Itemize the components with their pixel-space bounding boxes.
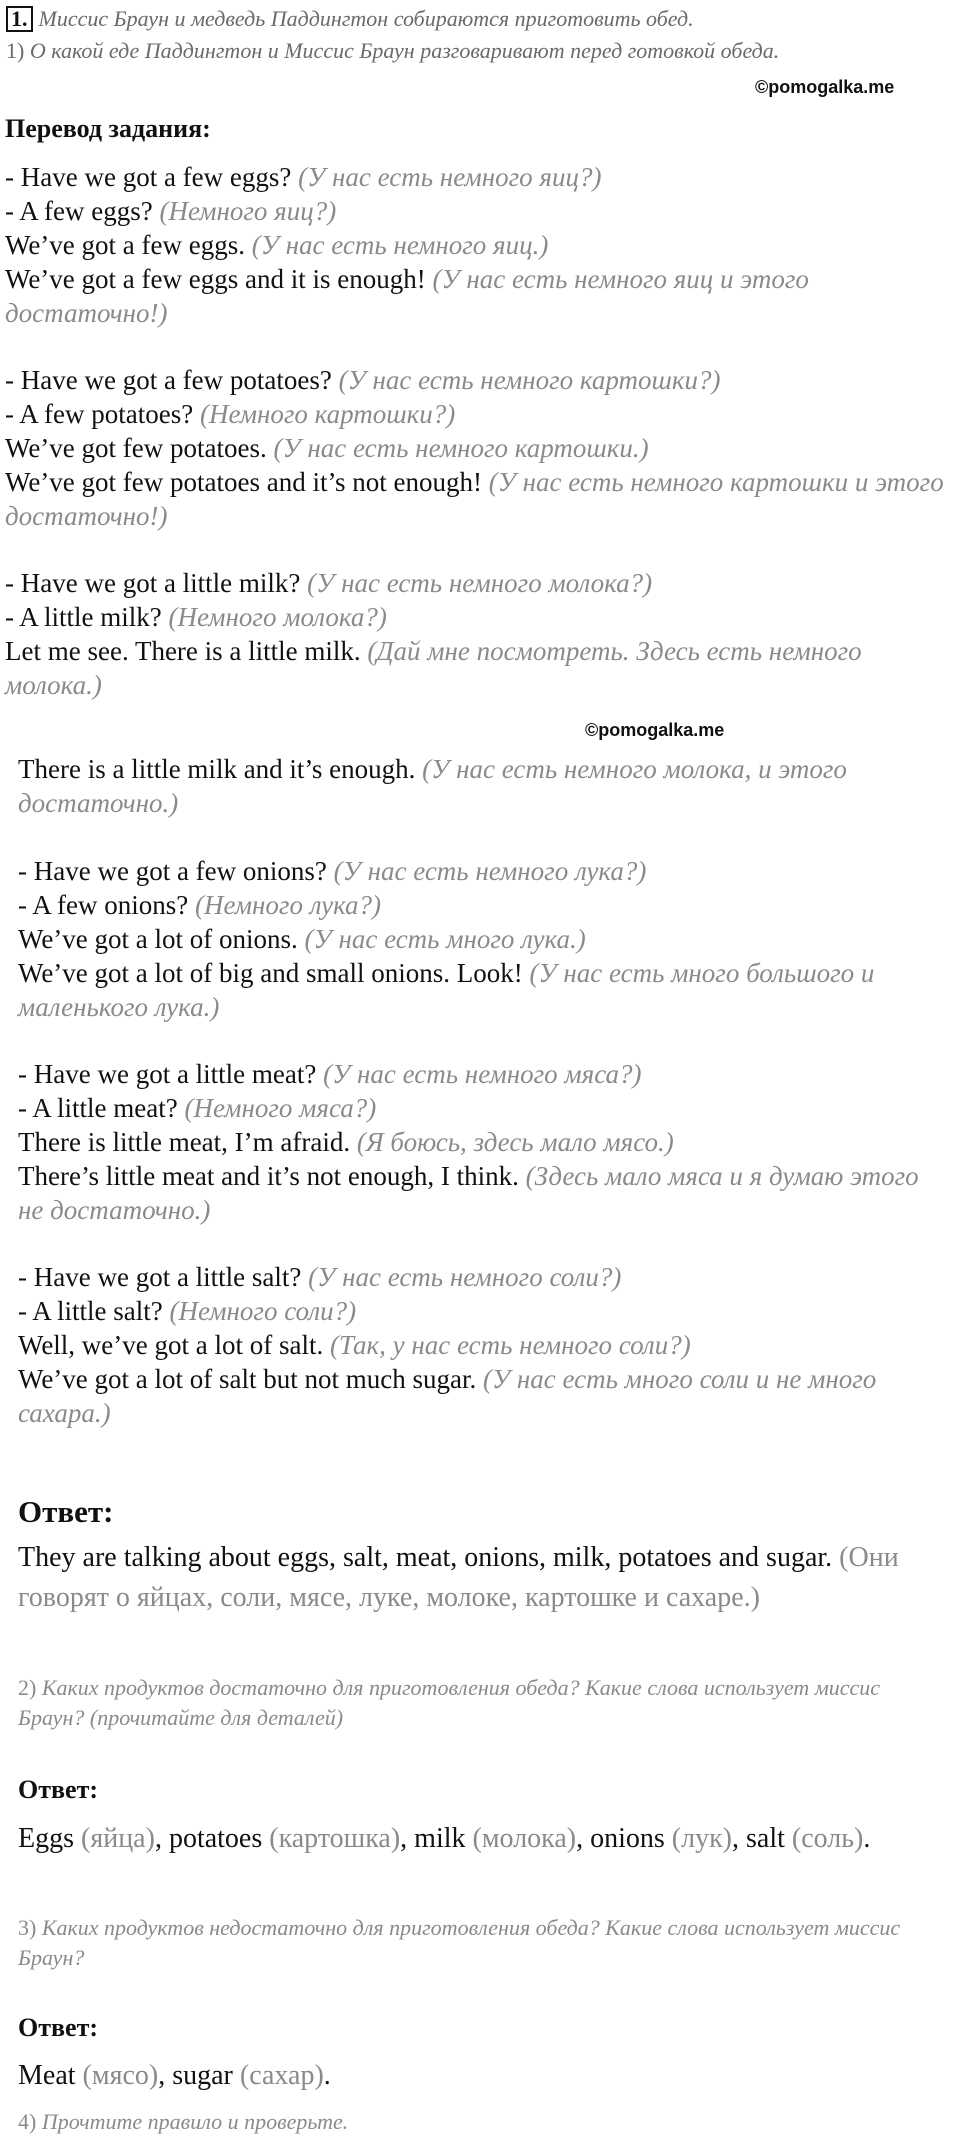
dialogue-line xyxy=(5,566,950,600)
question-2 xyxy=(18,1673,948,1733)
answer-2-word: milk xyxy=(414,1823,466,1854)
dialogue-meat xyxy=(18,1057,948,1227)
answer-2-translation: (лук) xyxy=(671,1823,733,1854)
dialogue-english: - Have we got a little milk? xyxy=(5,568,301,598)
dialogue-line xyxy=(18,888,948,922)
dialogue-russian: (У нас есть немного соли?) xyxy=(308,1262,622,1292)
dialogue-russian: (Немного мяса?) xyxy=(184,1093,377,1123)
dialogue-russian: (Немного картошки?) xyxy=(199,399,456,429)
dialogue-russian: (Немного молока?) xyxy=(168,602,387,632)
answer-2-word: Eggs xyxy=(18,1823,74,1854)
dialogue-english: - Have we got a few eggs? xyxy=(5,162,292,192)
answer-1-english: They are talking about eggs, salt, meat, onions, milk, potatoes and sugar. xyxy=(18,1542,833,1573)
dialogue-english: We’ve got a lot of onions. xyxy=(18,924,298,954)
dialogue-line xyxy=(18,1091,948,1125)
dialogue-english: Well, we’ve got a lot of salt. xyxy=(18,1330,324,1360)
dialogue-english: We’ve got a lot of salt but not much sugar. xyxy=(18,1364,477,1394)
dialogue-salt xyxy=(18,1260,948,1430)
dialogue-english: - A few onions? xyxy=(18,890,189,920)
dialogue-russian: (У нас есть много большого и маленького лука.) xyxy=(18,958,875,1022)
dialogue-milk-continued xyxy=(18,752,948,820)
dialogue-line xyxy=(18,1362,948,1430)
dialogue-line xyxy=(18,1328,948,1362)
dialogue-line xyxy=(5,634,950,702)
question-1-number: 1) xyxy=(6,38,25,63)
dialogue-line xyxy=(18,922,948,956)
answer-2-word: salt xyxy=(746,1823,785,1854)
answer-3-word: Meat xyxy=(18,2060,76,2091)
translation-heading: Перевод задания: xyxy=(5,114,211,143)
answer-heading: Ответ: xyxy=(18,1775,99,1804)
answer-heading: Ответ: xyxy=(18,1494,114,1529)
dialogue-line xyxy=(5,600,950,634)
dialogue-russian: (У нас есть немного яиц?) xyxy=(298,162,602,192)
dialogue-eggs xyxy=(5,160,950,330)
dialogue-russian: (У нас есть немного яиц.) xyxy=(251,230,549,260)
dialogue-russian: (Немного лука?) xyxy=(194,890,382,920)
watermark: ©pomogalka.me xyxy=(755,77,895,97)
dialogue-russian: (У нас есть немного лука?) xyxy=(333,856,647,886)
dialogue-line xyxy=(5,194,950,228)
dialogue-russian: (У нас есть немного картошки?) xyxy=(338,365,721,395)
dialogue-english: We’ve got a few eggs. xyxy=(5,230,245,260)
dialogue-english: - Have we got a few onions? xyxy=(18,856,327,886)
question-2-number: 2) xyxy=(18,1675,37,1700)
answer-heading: Ответ: xyxy=(18,2013,99,2042)
dialogue-line xyxy=(5,363,950,397)
task-text: Миссис Браун и медведь Паддингтон собираются приготовить обед. xyxy=(38,6,694,31)
dialogue-milk xyxy=(5,566,950,702)
dialogue-english: We’ve got a lot of big and small onions. Look! xyxy=(18,958,523,988)
dialogue-english: There’s little meat and it’s not enough, I think. xyxy=(18,1161,519,1191)
dialogue-english: - Have we got a little meat? xyxy=(18,1059,317,1089)
dialogue-russian: (У нас есть немного молока, и этого достаточно.) xyxy=(18,754,847,818)
answer-3-word: sugar xyxy=(172,2060,233,2091)
question-2-text: Каких продуктов достаточно для приготовления обеда? Какие слова использует миссис Браун? (прочитайте для деталей) xyxy=(18,1675,881,1730)
question-1 xyxy=(6,38,779,64)
dialogue-line xyxy=(18,956,948,1024)
dialogue-russian: (Немного соли?) xyxy=(169,1296,357,1326)
dialogue-english: There is a little milk and it’s enough. xyxy=(18,754,416,784)
dialogue-english: We’ve got a few eggs and it is enough! xyxy=(5,264,426,294)
dialogue-line xyxy=(18,1057,948,1091)
answer-2: Eggs (яйца), potatoes (картошка), milk (молока), onions (лук), salt (соль). xyxy=(18,1823,871,1854)
dialogue-line xyxy=(18,854,948,888)
dialogue-russian: (У нас есть много лука.) xyxy=(304,924,586,954)
answer-2-word: potatoes xyxy=(168,1823,263,1854)
answer-3-translation: (сахар) xyxy=(239,2060,324,2091)
dialogue-potatoes xyxy=(5,363,950,533)
answer-2-translation: (картошка) xyxy=(269,1823,401,1854)
dialogue-russian: (У нас есть немного картошки.) xyxy=(273,433,649,463)
question-3-number: 3) xyxy=(18,1915,37,1940)
dialogue-russian: (У нас есть немного мяса?) xyxy=(323,1059,642,1089)
dialogue-line xyxy=(5,397,950,431)
task-number: 1. xyxy=(6,6,33,32)
dialogue-line xyxy=(18,1159,948,1227)
dialogue-line xyxy=(5,431,950,465)
answer-2-translation: (соль) xyxy=(791,1823,864,1854)
dialogue-russian: (Дай мне посмотреть. Здесь есть немного молока.) xyxy=(5,636,862,700)
dialogue-russian: (У нас есть немного молока?) xyxy=(307,568,653,598)
dialogue-russian: (Здесь мало мяса и я думаю этого не достаточно.) xyxy=(18,1161,919,1225)
dialogue-english: - A little milk? xyxy=(5,602,162,632)
dialogue-onions xyxy=(18,854,948,1024)
answer-3: Meat (мясо), sugar (сахар). xyxy=(18,2060,331,2091)
dialogue-line xyxy=(18,1294,948,1328)
dialogue-russian: (У нас есть немного картошки и этого достаточно!) xyxy=(5,467,944,531)
dialogue-russian: (Немного яиц?) xyxy=(159,196,337,226)
answer-1-russian: (Они говорят о яйцах, соли, мясе, луке, молоке, картошке и сахаре.) xyxy=(18,1542,899,1613)
dialogue-english: - A few potatoes? xyxy=(5,399,194,429)
question-3-text: Каких продуктов недостаточно для приготовления обеда? Какие слова использует миссис Браун? xyxy=(18,1915,901,1970)
answer-2-translation: (молока) xyxy=(472,1823,577,1854)
dialogue-english: Let me see. There is a little milk. xyxy=(5,636,361,666)
dialogue-line xyxy=(5,262,950,330)
dialogue-english: - A little salt? xyxy=(18,1296,163,1326)
dialogue-line xyxy=(5,228,950,262)
dialogue-russian: (Так, у нас есть немного соли?) xyxy=(330,1330,691,1360)
dialogue-english: We’ve got few potatoes and it’s not enough! xyxy=(5,467,482,497)
answer-2-word: onions xyxy=(590,1823,665,1854)
dialogue-russian: (Я боюсь, здесь мало мясо.) xyxy=(356,1127,674,1157)
dialogue-line xyxy=(18,752,948,820)
dialogue-english: - Have we got a few potatoes? xyxy=(5,365,332,395)
dialogue-russian: (У нас есть немного яиц и этого достаточно!) xyxy=(5,264,809,328)
question-3 xyxy=(18,1913,948,1973)
answer-2-translation: (яйца) xyxy=(81,1823,155,1854)
answer-3-translation: (мясо) xyxy=(82,2060,159,2091)
watermark: ©pomogalka.me xyxy=(585,720,725,740)
dialogue-english: - A little meat? xyxy=(18,1093,178,1123)
question-1-text: О какой еде Паддингтон и Миссис Браун разговаривают перед готовкой обеда. xyxy=(29,38,780,63)
dialogue-english: - A few eggs? xyxy=(5,196,153,226)
question-4-number: 4) xyxy=(18,2109,37,2134)
dialogue-english: - Have we got a little salt? xyxy=(18,1262,302,1292)
answer-1 xyxy=(18,1538,953,1618)
question-4-text: Прочтите правило и проверьте. xyxy=(41,2109,349,2134)
task-title xyxy=(6,6,694,32)
dialogue-line xyxy=(18,1125,948,1159)
dialogue-english: We’ve got few potatoes. xyxy=(5,433,267,463)
dialogue-russian: (У нас есть много соли и не много сахара.) xyxy=(18,1364,877,1428)
dialogue-line xyxy=(5,160,950,194)
question-4 xyxy=(18,2107,948,2137)
dialogue-line xyxy=(5,465,950,533)
dialogue-line xyxy=(18,1260,948,1294)
dialogue-english: There is little meat, I’m afraid. xyxy=(18,1127,351,1157)
